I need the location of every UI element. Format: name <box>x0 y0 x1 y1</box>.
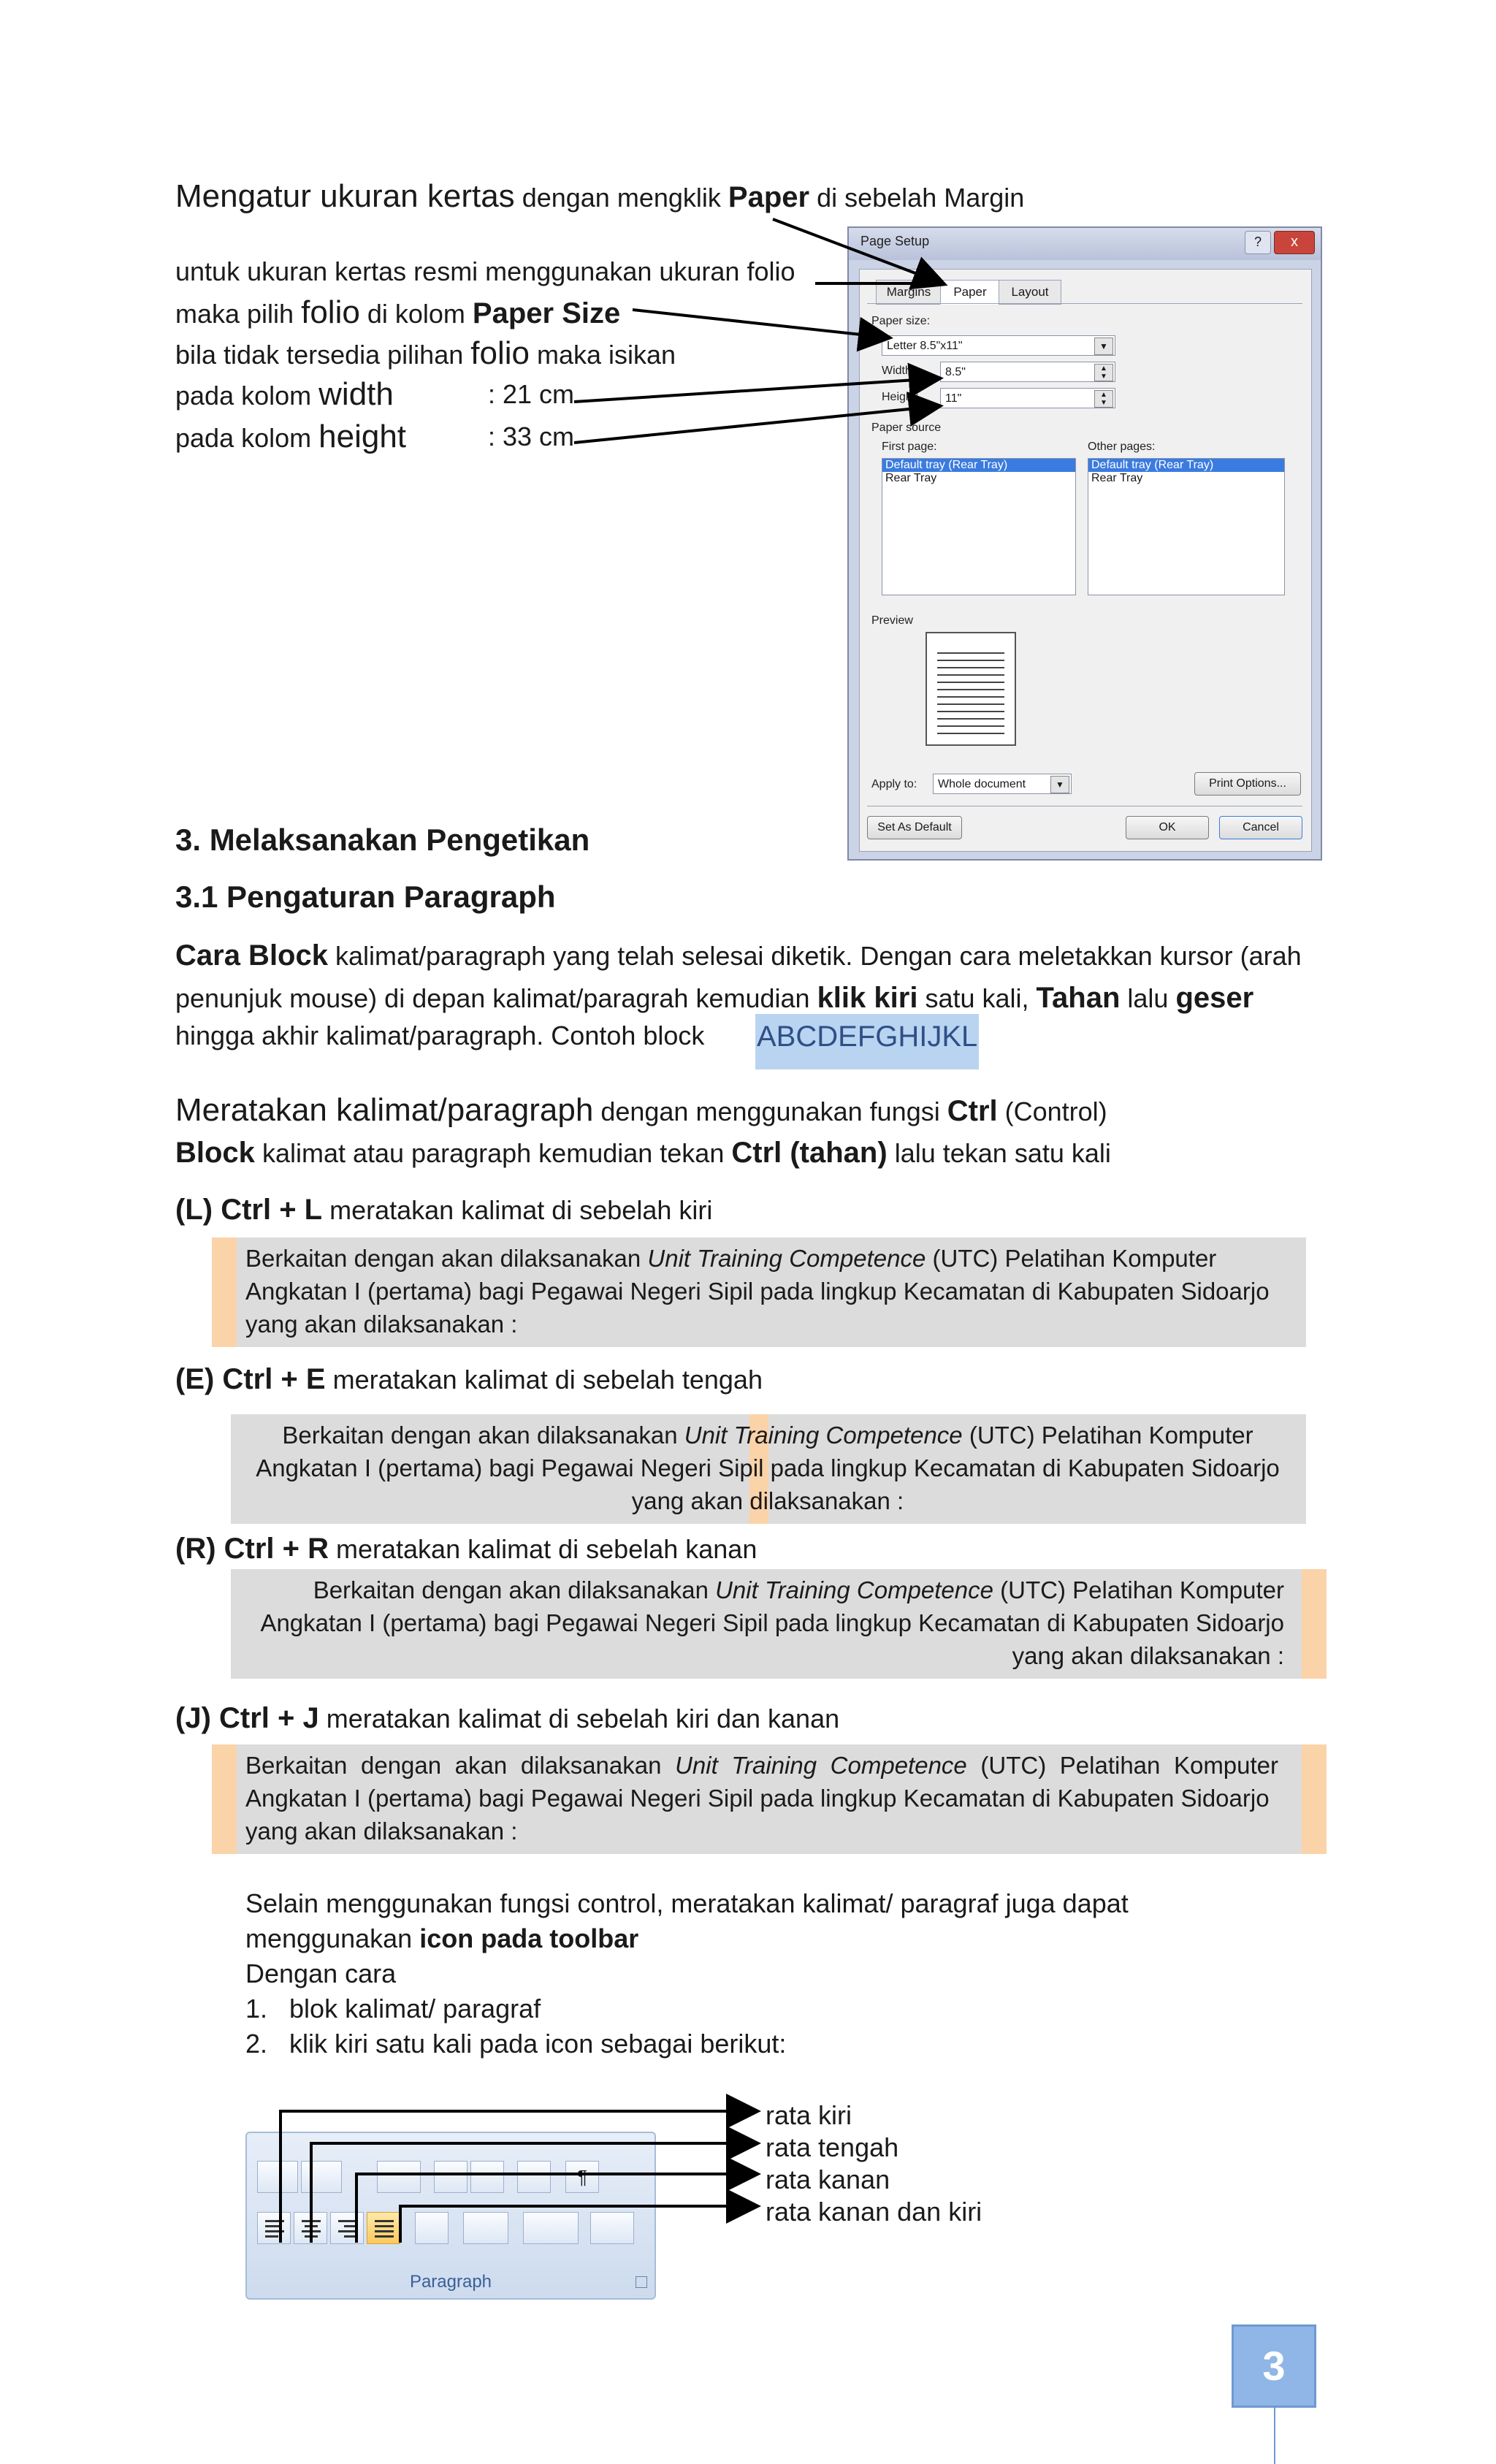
preview-page-icon <box>926 632 1016 746</box>
section-heading: 3. Melaksanakan Pengetikan <box>175 823 590 857</box>
intro-bold-text: Paper Size <box>472 297 621 329</box>
example-line: Angkatan I (pertama) bagi Pegawai Negeri Sipil pada lingkup Kecamatan di Kabupaten Sidoarjo <box>245 1278 1270 1305</box>
list-item[interactable]: Default tray (Rear Tray) <box>882 459 1075 472</box>
label-rata-tengah: rata tengah <box>766 2132 899 2162</box>
label-rata-kanan: rata kanan <box>766 2164 890 2194</box>
annotation-arrows <box>0 0 1496 511</box>
page-number-box <box>1232 2324 1316 2408</box>
accent-bar <box>1302 1569 1327 1679</box>
shortcut-desc: meratakan kalimat di sebelah kiri dan kanan <box>326 1704 840 1733</box>
width-field-value: 8.5" <box>945 366 966 378</box>
shortcut-key: (L) Ctrl + L <box>175 1194 323 1226</box>
accent-bar <box>212 1237 237 1347</box>
example-text <box>245 1749 1278 1847</box>
example-line: yang akan dilaksanakan : <box>631 1487 904 1514</box>
set-default-button[interactable]: Set As Default <box>867 816 962 839</box>
example-text <box>238 1419 1297 1517</box>
sample-italic: Unit Training Competence <box>675 1752 967 1779</box>
intro-text: pada kolom <box>175 381 312 411</box>
intro-big-text: folio <box>301 294 360 330</box>
example-line: Angkatan I (pertama) bagi Pegawai Negeri Sipil pada lingkup Kecamatan di Kabupaten Sidoarjo <box>256 1454 1280 1481</box>
other-pages-label: Other pages: <box>1088 440 1156 453</box>
close-button[interactable]: x <box>1274 231 1315 254</box>
align-text: kalimat atau paragraph kemudian tekan <box>262 1138 725 1168</box>
shortcut-key: (R) Ctrl + R <box>175 1533 329 1565</box>
arrow-width <box>574 378 938 402</box>
arrow-paper-tab <box>773 219 942 283</box>
sample-text: (UTC) Pelatihan Komputer <box>969 1422 1253 1449</box>
sample-text: Berkaitan dengan akan dilaksanakan <box>245 1752 662 1779</box>
example-line <box>245 1242 1283 1275</box>
tab-margins[interactable]: Margins <box>876 280 942 305</box>
intro-text: maka isikan <box>537 340 676 370</box>
page-number: 3 <box>1262 2343 1286 2389</box>
example-line: Angkatan I (pertama) bagi Pegawai Negeri Sipil pada lingkup Kecamatan di Kabupaten Sidoarjo <box>260 1609 1284 1636</box>
step-1: 1. blok kalimat/ paragraf <box>245 1994 541 2024</box>
cancel-button[interactable]: Cancel <box>1219 816 1302 839</box>
apply-to-label: Apply to: <box>871 778 917 790</box>
example-left <box>212 1237 1306 1347</box>
sample-italic: Unit Training Competence <box>715 1576 993 1603</box>
height-field-value: 11" <box>945 392 962 405</box>
block-para-line-3: hingga akhir kalimat/paragraph. Contoh block <box>175 1021 705 1050</box>
list-item[interactable]: Default tray (Rear Tray) <box>1088 459 1284 472</box>
height-label: Height: <box>882 391 919 403</box>
accent-bar <box>212 1744 237 1854</box>
example-line: Angkatan I (pertama) bagi Pegawai Negeri Sipil pada lingkup Kecamatan di Kabupaten Sidoarjo <box>245 1785 1270 1812</box>
paper-size-value: Letter 8.5"x11" <box>887 340 963 352</box>
chevron-down-icon: ▼ <box>1094 337 1113 355</box>
paper-size-label: Paper size: <box>871 315 931 327</box>
align-item-left <box>175 1189 712 1231</box>
intro-big-text: height <box>318 419 407 454</box>
example-center <box>231 1414 1306 1524</box>
preview-lines <box>937 646 1004 734</box>
label-rata-kiri: rata kiri <box>766 2100 852 2130</box>
intro-text: di sebelah Margin <box>817 183 1025 213</box>
intro-text: pada kolom <box>175 423 312 453</box>
example-text <box>245 1242 1283 1340</box>
example-line <box>238 1419 1297 1452</box>
example-line: yang akan dilaksanakan : <box>245 1818 518 1845</box>
shortcut-desc: meratakan kalimat di sebelah tengah <box>332 1365 763 1395</box>
toolbar-para-line-1: Selain menggunakan fungsi control, meratakan kalimat/ paragraf juga dapat <box>245 1888 1129 1918</box>
sample-text: (UTC) Pelatihan Komputer <box>932 1245 1217 1272</box>
block-bold: geser <box>1175 982 1254 1014</box>
align-text: lalu tekan satu kali <box>894 1138 1111 1168</box>
example-text <box>238 1574 1284 1672</box>
accent-bar <box>1302 1744 1327 1854</box>
list-item[interactable]: Rear Tray <box>885 472 937 484</box>
first-page-label: First page: <box>882 440 937 453</box>
shortcut-desc: meratakan kalimat di sebelah kanan <box>336 1534 757 1564</box>
align-bold: Block <box>175 1137 255 1169</box>
block-bold: klik kiri <box>817 982 918 1014</box>
list-item[interactable]: Rear Tray <box>1091 472 1143 484</box>
tab-paper[interactable]: Paper <box>940 280 1000 305</box>
intro-big-text: Mengatur ukuran kertas <box>175 178 515 214</box>
sample-text: (UTC) Pelatihan Komputer <box>1000 1576 1284 1603</box>
toolbar-para-line-3: Dengan cara <box>245 1958 397 1988</box>
align-bold: Ctrl <box>947 1095 998 1127</box>
label-rata-kanan-dan-kiri: rata kanan dan kiri <box>766 2197 982 2227</box>
block-text: penunjuk mouse) di depan kalimat/paragrah kemudian <box>175 983 810 1013</box>
sample-text: Berkaitan dengan akan dilaksanakan <box>282 1422 678 1449</box>
block-text: kalimat/paragraph yang telah selesai diketik. Dengan cara meletakkan kursor (arah <box>335 941 1302 971</box>
toolbar-bold: icon pada toolbar <box>419 1923 639 1953</box>
example-right <box>231 1569 1327 1679</box>
align-item-right <box>175 1528 757 1570</box>
intro-big-text: folio <box>470 335 530 371</box>
chevron-down-icon: ▼ <box>1050 776 1069 793</box>
toolbar-group-label: Paragraph <box>409 2272 492 2292</box>
step-2: 2. klik kiri satu kali pada icon sebagai berikut: <box>245 2029 787 2059</box>
dialog-title: Page Setup <box>860 234 930 248</box>
block-bold: Cara Block <box>175 939 328 972</box>
intro-line-2: untuk ukuran kertas resmi menggunakan ukuran folio <box>175 256 795 286</box>
shortcut-desc: meratakan kalimat di sebelah kiri <box>329 1195 713 1225</box>
help-button[interactable]: ? <box>1245 231 1271 254</box>
arrow-height <box>574 406 938 443</box>
block-text: lalu <box>1127 983 1169 1013</box>
print-options-button[interactable]: Print Options... <box>1194 772 1301 796</box>
apply-to-select[interactable] <box>933 774 1072 794</box>
toolbar-arrows <box>0 2089 804 2265</box>
intro-text: dengan mengklik <box>522 183 721 213</box>
spinner-icon[interactable]: ▲ ▼ <box>1094 390 1113 408</box>
spinner-icon[interactable]: ▲ ▼ <box>1094 364 1113 381</box>
ok-button[interactable]: OK <box>1126 816 1209 839</box>
sample-italic: Unit Training Competence <box>647 1245 926 1272</box>
sample-text: Berkaitan dengan akan dilaksanakan <box>245 1245 641 1272</box>
block-bold: Tahan <box>1036 982 1121 1014</box>
sample-text: (UTC) Pelatihan Komputer <box>980 1752 1279 1779</box>
page-number-line <box>1274 2408 1275 2464</box>
tab-layout[interactable]: Layout <box>999 280 1061 305</box>
shortcut-key: (J) Ctrl + J <box>175 1702 319 1734</box>
apply-to-value: Whole document <box>938 778 1026 790</box>
block-para-line-2 <box>175 977 1253 1019</box>
toolbar-text: menggunakan <box>245 1923 413 1953</box>
align-item-justify <box>175 1698 839 1739</box>
dialog-launcher-icon[interactable] <box>636 2276 647 2288</box>
width-label: Width: <box>882 365 915 377</box>
align-item-center <box>175 1359 763 1400</box>
example-line <box>245 1749 1278 1782</box>
intro-text: maka pilih <box>175 299 294 329</box>
example-line: yang akan dilaksanakan : <box>245 1311 518 1338</box>
sample-italic: Unit Training Competence <box>684 1422 963 1449</box>
example-justify <box>212 1744 1327 1854</box>
paper-source-label: Paper source <box>871 422 942 434</box>
block-example-highlight: ABCDEFGHIJKL <box>755 1014 979 1069</box>
example-line: yang akan dilaksanakan : <box>1012 1642 1284 1669</box>
subsection-heading: 3.1 Pengaturan Paragraph <box>175 880 556 914</box>
arrow-paper-size <box>633 310 888 337</box>
shortcut-key: (E) Ctrl + E <box>175 1363 326 1395</box>
align-bold: Ctrl (tahan) <box>731 1137 888 1169</box>
intro-bold-text: Paper <box>728 181 810 213</box>
example-line <box>238 1574 1284 1606</box>
block-text: satu kali, <box>925 983 1029 1013</box>
block-para-line-1 <box>175 935 1302 977</box>
width-value: : 21 cm <box>488 379 575 409</box>
intro-text: di kolom <box>367 299 465 329</box>
align-text: dengan menggunakan fungsi <box>600 1096 940 1126</box>
preview-label: Preview <box>871 614 913 627</box>
intro-text: bila tidak tersedia pilihan <box>175 340 464 370</box>
align-intro-line-2 <box>175 1132 1111 1174</box>
align-text: (Control) <box>1004 1096 1107 1126</box>
pilcrow-icon[interactable]: ¶ <box>565 2161 599 2193</box>
sample-text: Berkaitan dengan akan dilaksanakan <box>313 1576 709 1603</box>
intro-big-text: width <box>318 376 394 412</box>
height-value: : 33 cm <box>488 422 575 451</box>
align-intro-line-1 <box>175 1090 1107 1132</box>
align-big: Meratakan kalimat/paragraph <box>175 1092 594 1128</box>
